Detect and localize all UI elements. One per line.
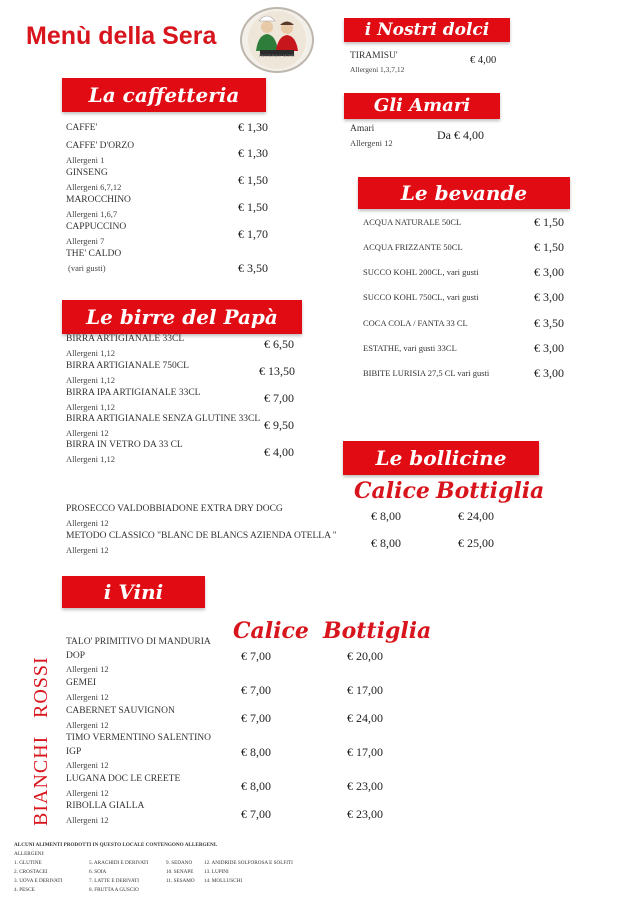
menu-item-allergens: Allergeni 1 [66, 155, 105, 165]
menu-item-name: BIRRA ARTIGIANALE SENZA GLUTINE 33CL [66, 414, 261, 424]
menu-item-name: CAFFE' D'ORZO [66, 141, 135, 151]
bollicine-bottiglia-header: Bottiglia [436, 478, 545, 504]
birre-banner: Le birre del Papà [62, 300, 302, 334]
wine-name: GEMEI [66, 678, 97, 688]
menu-item-price: € 6,50 [264, 337, 294, 351]
calice-price: € 8,00 [371, 536, 401, 550]
wine-name: TIMO VERMENTINO SALENTINO [66, 733, 211, 743]
calice-price: € 7,00 [241, 807, 271, 821]
calice-price: € 8,00 [241, 745, 271, 759]
menu-item-name: ACQUA FRIZZANTE 50CL [363, 242, 463, 252]
menu-item-name: BIRRA IN VETRO DA 33 CL [66, 440, 183, 450]
menu-item-name: BIRRA ARTIGIANALE 750CL [66, 361, 189, 371]
menu-item-price: € 1,50 [534, 215, 564, 229]
calice-price: € 7,00 [241, 649, 271, 663]
menu-item-name: CAPPUCCINO [66, 222, 127, 232]
bianchi-label: BIANCHI [30, 735, 52, 826]
menu-item-allergens: (vari gusti) [68, 263, 106, 273]
allergen-entry: 5. ARACHIDI E DERIVATI [89, 860, 149, 866]
menu-item-price: € 3,00 [534, 366, 564, 380]
allergen-entry: 3. UOVA E DERIVATI [14, 878, 63, 884]
page-title: Menù della Sera [26, 22, 217, 50]
allergen-column [14, 859, 94, 895]
calice-price: € 8,00 [241, 779, 271, 793]
allergen-entry: 11. SESAMO [166, 878, 195, 884]
menu-item-name: ESTATHE, vari gusti 33CL [363, 343, 457, 353]
menu-item-allergens: Allergeni 12 [350, 138, 393, 148]
caffetteria-banner: La caffetteria [62, 78, 266, 112]
menu-item-name: PROSECCO VALDOBBIADONE EXTRA DRY DOCG [66, 504, 283, 514]
allergen-entry: 12. ANIDRIDE SOLFOROSA E SOLFITI [204, 860, 293, 866]
allergen-entry: 7. LATTE E DERIVATI [89, 878, 140, 884]
menu-item-price: € 1,30 [238, 146, 268, 160]
allergen-entry: 9. SEDANO [166, 860, 193, 866]
menu-item-allergens: Allergeni 12 [66, 815, 109, 825]
bollicine-calice-header: Calice [354, 478, 430, 504]
menu-item-allergens: Allergeni 12 [66, 518, 109, 528]
bottiglia-price: € 25,00 [458, 536, 494, 550]
bottiglia-price: € 23,00 [347, 807, 383, 821]
bottiglia-price: € 20,00 [347, 649, 383, 663]
bottiglia-price: € 17,00 [347, 745, 383, 759]
bottiglia-price: € 23,00 [347, 779, 383, 793]
calice-price: € 7,00 [241, 711, 271, 725]
calice-price: € 8,00 [371, 509, 401, 523]
menu-item-price: € 13,50 [259, 364, 295, 378]
bottiglia-price: € 17,00 [347, 683, 383, 697]
vini-section [66, 634, 406, 829]
rossi-label: ROSSI [30, 656, 52, 718]
menu-item-name: TIRAMISU' [350, 51, 398, 61]
menu-item-price: € 3,00 [534, 265, 564, 279]
allergen-entry: 4. PESCE [14, 887, 35, 893]
menu-item-price: € 3,50 [534, 316, 564, 330]
allergen-entry: 10. SENAPE [166, 869, 194, 875]
wine-name: LUGANA DOC LE CREETE [66, 774, 181, 784]
menu-item-allergens: Allergeni 12 [66, 760, 109, 770]
allergen-notice: ALCUNI ALIMENTI PRODOTTI IN QUESTO LOCALE CONTENGONO ALLERGENI. [14, 842, 218, 848]
menu-item-allergens: Allergeni 1,12 [66, 454, 115, 464]
wine-name: CABERNET SAUVIGNON [66, 706, 175, 716]
menu-item-allergens: Allergeni 12 [66, 720, 109, 730]
allergen-label: ALLERGENI: [14, 851, 45, 857]
menu-item-price: € 1,50 [238, 200, 268, 214]
menu-item-name: METODO CLASSICO "BLANC DE BLANCS AZIENDA OTELLA " [66, 531, 337, 541]
caffetteria-section [66, 120, 276, 280]
menu-item-allergens: Allergeni 1,12 [66, 375, 115, 385]
chefs-illustration [242, 9, 312, 71]
menu-item-name: MAROCCHINO [66, 195, 131, 205]
menu-item-name: BIRRA ARTIGIANALE 33CL [66, 334, 185, 344]
menu-item-allergens: Allergeni 12 [66, 692, 109, 702]
menu-item-price: Da € 4,00 [437, 128, 484, 142]
wine-name-detail: DOP [66, 651, 86, 661]
bevande-banner: Le bevande [358, 177, 570, 209]
menu-item-name: ACQUA NATURALE 50CL [363, 217, 462, 227]
menu-item-allergens: Allergeni 12 [66, 664, 109, 674]
calice-price: € 7,00 [241, 683, 271, 697]
wine-name-detail: IGP [66, 747, 82, 757]
menu-item-allergens: Allergeni 1,6,7 [66, 209, 118, 219]
menu-item-allergens: Allergeni 12 [66, 788, 109, 798]
amari-banner: Gli Amari [344, 93, 500, 119]
wine-name: TALO' PRIMITIVO DI MANDURIA [66, 637, 211, 647]
menu-item-allergens: Allergeni 12 [66, 545, 109, 555]
logo-name: PASTARIA E MORE [259, 53, 295, 58]
menu-item-price: € 9,50 [264, 418, 294, 432]
vini-bottiglia-header: Bottiglia [323, 618, 432, 644]
menu-item-allergens: Allergeni 7 [66, 236, 105, 246]
menu-item-allergens: Allergeni 1,12 [66, 348, 115, 358]
menu-item-price: € 1,50 [238, 173, 268, 187]
menu-item-name: Amari [350, 124, 375, 134]
allergen-entry: 1. GLUTINE [14, 860, 42, 866]
bevande-section [363, 212, 573, 382]
dolci-banner: i Nostri dolci [344, 18, 510, 42]
allergen-column [166, 859, 206, 886]
menu-item-name: CAFFE' [66, 123, 98, 133]
allergen-entry: 8. FRUTTA A GUSCIO [89, 887, 139, 893]
menu-item-price: € 1,50 [534, 240, 564, 254]
allergen-entry: 2. CROSTACEI [14, 869, 48, 875]
menu-item-name: SUCCO KOHL 750CL, vari gusti [363, 292, 479, 302]
menu-item-allergens: Allergeni 12 [66, 428, 109, 438]
allergen-column [89, 859, 169, 895]
bottiglia-price: € 24,00 [458, 509, 494, 523]
menu-item-price: € 4,00 [264, 445, 294, 459]
allergen-entry: 6. SOIA [89, 869, 107, 875]
menu-item-price: € 3,50 [238, 261, 268, 275]
menu-item-price: € 1,70 [238, 227, 268, 241]
vini-calice-header: Calice [233, 618, 309, 644]
menu-item-name: SUCCO KOHL 200CL, vari gusti [363, 267, 479, 277]
wine-name: RIBOLLA GIALLA [66, 801, 145, 811]
allergen-entry: 14. MOLLUSCHI [204, 878, 243, 884]
menu-item-name: BIRRA IPA ARTIGIANALE 33CL [66, 388, 201, 398]
restaurant-logo [240, 7, 314, 73]
menu-item-price: € 3,00 [534, 290, 564, 304]
menu-item-price: € 4,00 [470, 55, 497, 66]
menu-item-allergens: Allergeni 6,7,12 [66, 182, 122, 192]
menu-item-name: THE' CALDO [66, 249, 122, 259]
menu-item-price: € 3,00 [534, 341, 564, 355]
bottiglia-price: € 24,00 [347, 711, 383, 725]
vini-banner: i Vini [62, 576, 205, 608]
menu-item-allergens: Allergeni 1,3,7,12 [350, 65, 405, 74]
menu-item-price: € 7,00 [264, 391, 294, 405]
allergen-column [204, 859, 314, 886]
menu-item-price: € 1,30 [238, 120, 268, 134]
birre-section [66, 331, 306, 466]
menu-item-name: BIBITE LURISIA 27,5 CL vari gusti [363, 368, 490, 378]
menu-item-name: COCA COLA / FANTA 33 CL [363, 318, 468, 328]
allergen-entry: 13. LUPINI [204, 869, 229, 875]
bollicine-banner: Le bollicine [343, 441, 539, 475]
menu-item-name: GINSENG [66, 168, 108, 178]
menu-item-allergens: Allergeni 1,12 [66, 402, 115, 412]
